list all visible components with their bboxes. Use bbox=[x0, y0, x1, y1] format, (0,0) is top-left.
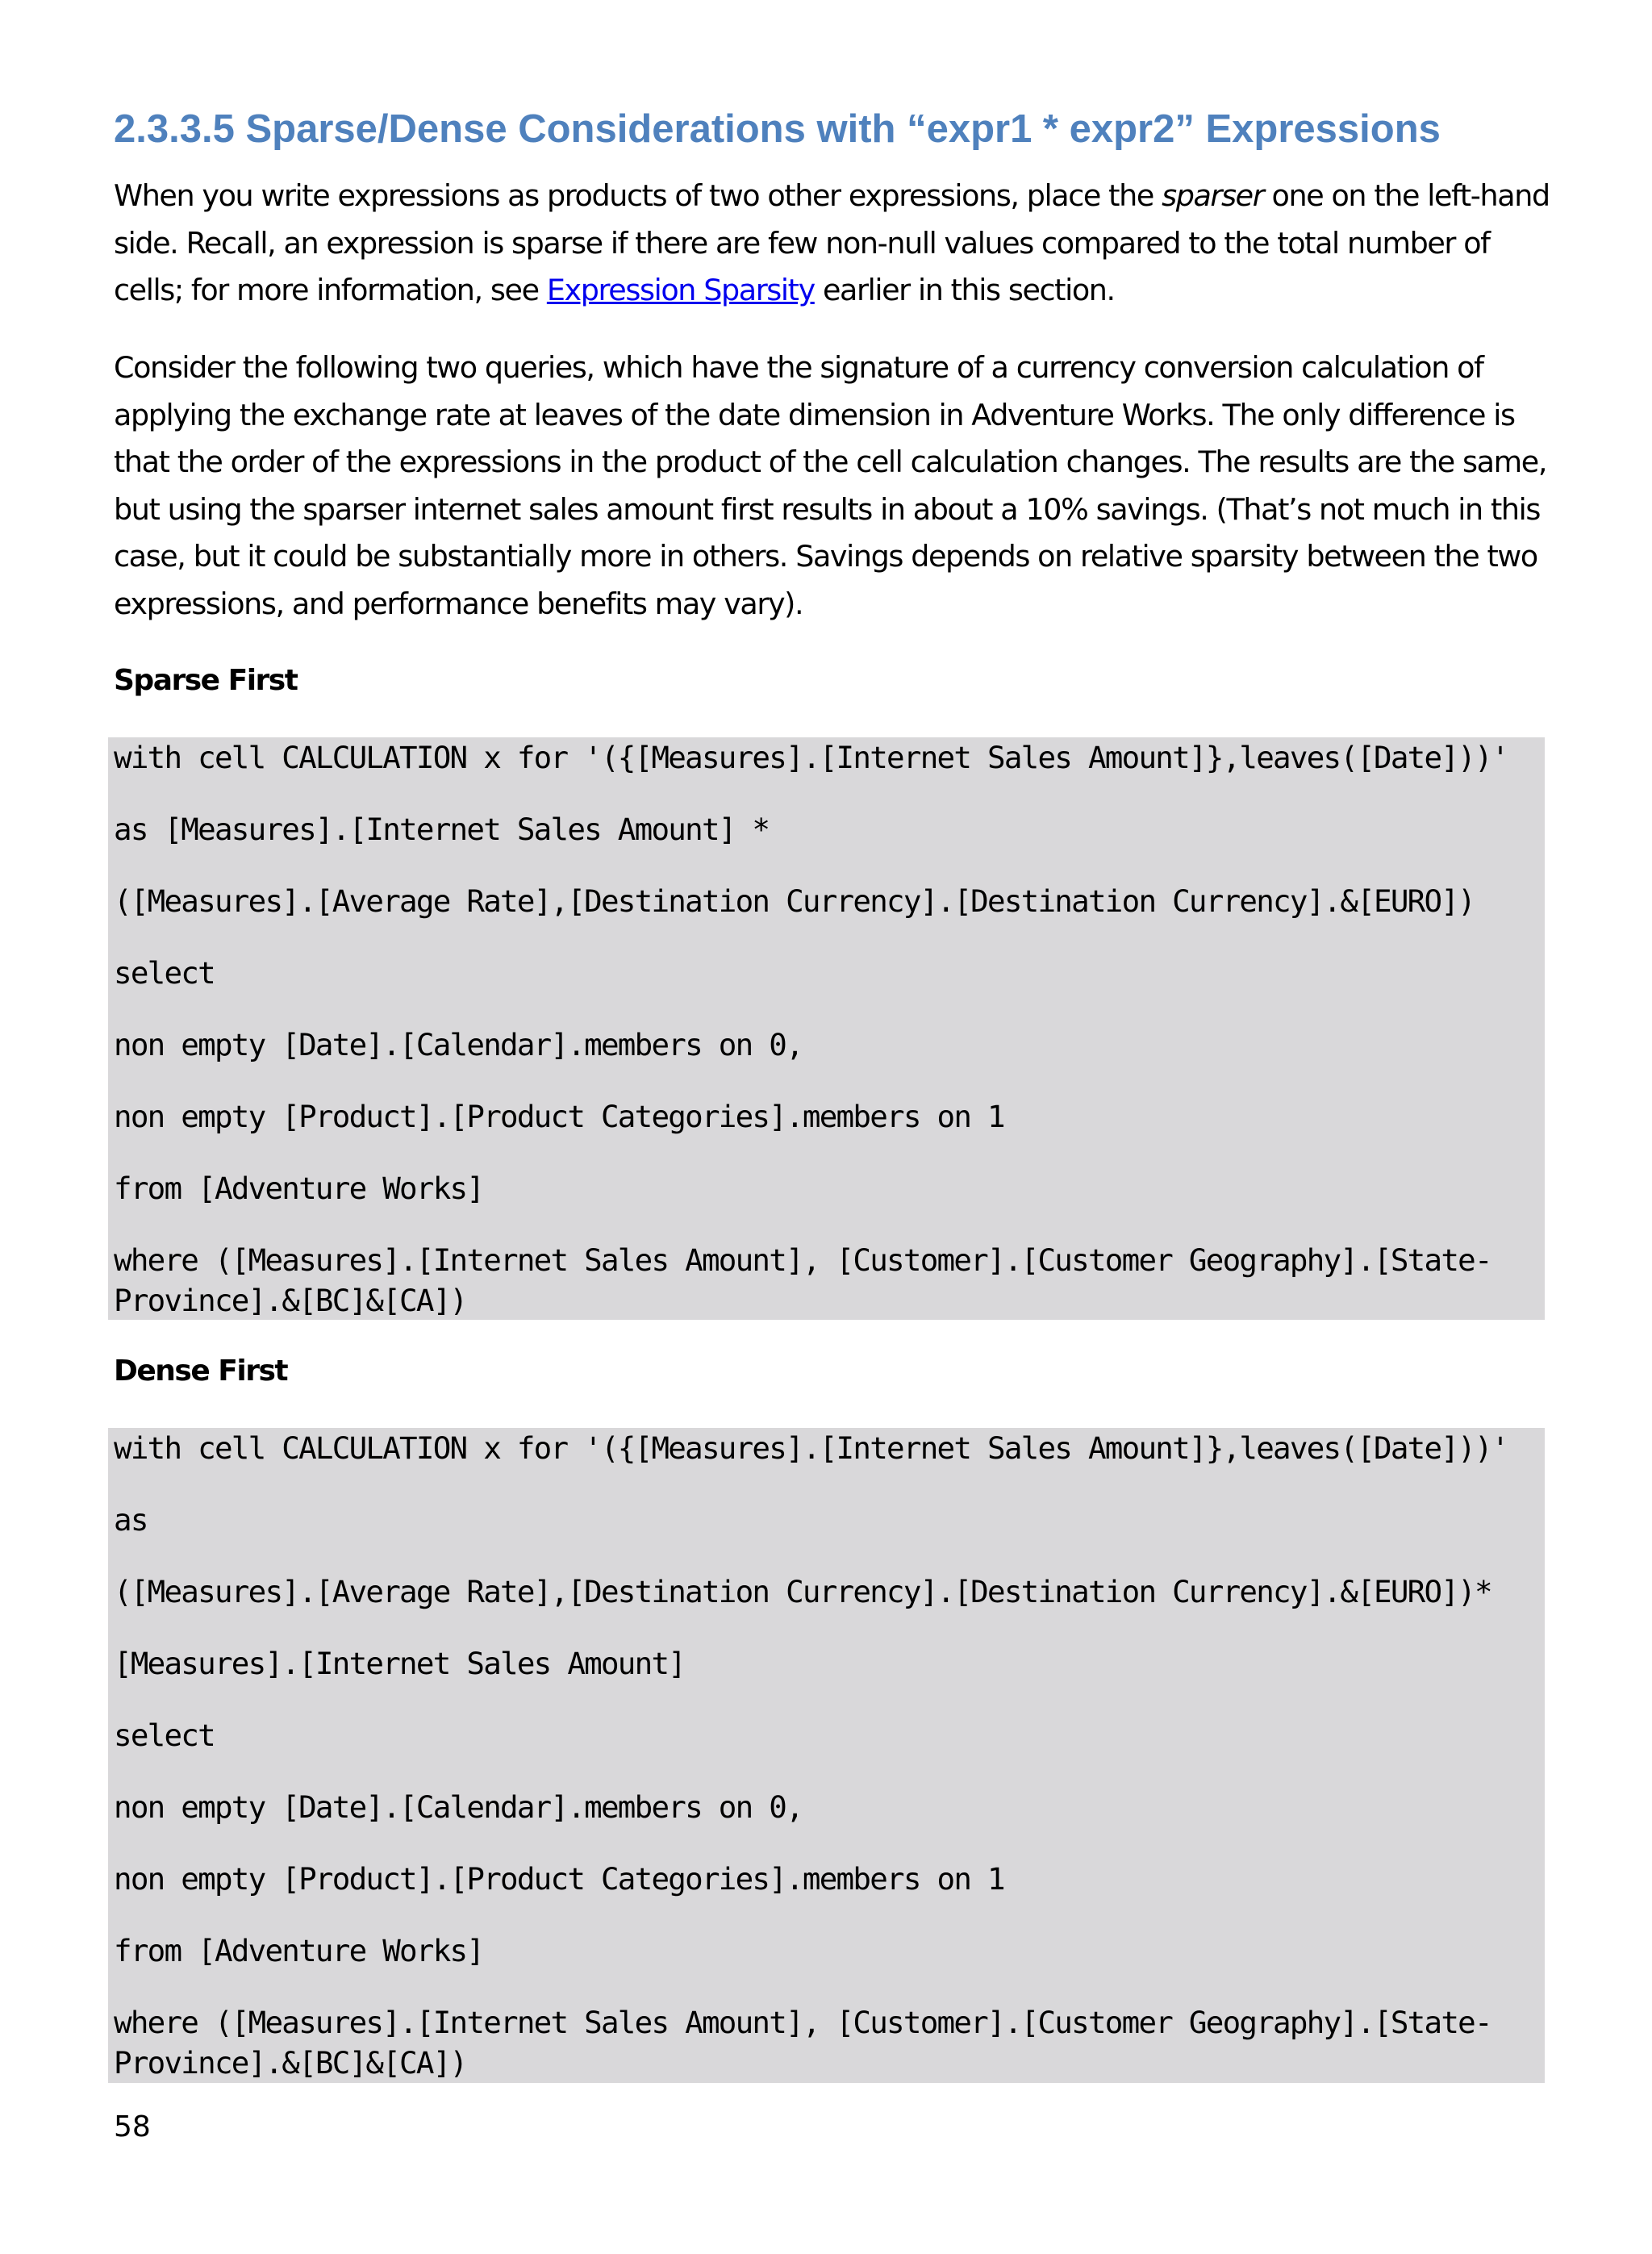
section-heading: 2.3.3.5 Sparse/Dense Considerations with “expr1 * expr2” Expressions bbox=[114, 107, 1441, 151]
code-line: where ([Measures].[Internet Sales Amount], [Customer].[Customer Geography].[State- bbox=[114, 2005, 1491, 2040]
code-line: where ([Measures].[Internet Sales Amount], [Customer].[Customer Geography].[State- bbox=[114, 1242, 1491, 1278]
code-line: ([Measures].[Average Rate],[Destination Currency].[Destination Currency].&[EURO]) bbox=[114, 883, 1475, 919]
sparse-first-label: Sparse First bbox=[114, 664, 298, 697]
dense-first-code-block bbox=[108, 1428, 1545, 2083]
code-line: non empty [Product].[Product Categories].members on 1 bbox=[114, 1099, 1004, 1134]
intro-text-start: When you write expressions as products of two other expressions, place the bbox=[114, 178, 1162, 213]
intro-paragraph bbox=[114, 173, 1550, 315]
code-line: with cell CALCULATION x for '({[Measures].[Internet Sales Amount]},leaves([Date]))' bbox=[114, 1430, 1508, 1466]
code-line: non empty [Date].[Calendar].members on 0, bbox=[114, 1789, 803, 1825]
code-line: from [Adventure Works] bbox=[114, 1171, 484, 1206]
comparison-paragraph: Consider the following two queries, which have the signature of a currency conversion calculation of applying the exchange rate at leaves of the date dimension in Adventure Works. The only difference is that the order of the expressions in the product of the cell calculation changes. The results are the same, but using the sparser internet sales amount first results in about a 10% savings. (That’s not much in this case, but it could be substantially more in others. Savings depends on relative sparsity between the two expressions, and performance benefits may vary). bbox=[114, 350, 1547, 621]
code-line: non empty [Product].[Product Categories].members on 1 bbox=[114, 1861, 1004, 1897]
code-line: select bbox=[114, 1718, 215, 1753]
intro-text-end: earlier in this section. bbox=[814, 273, 1115, 307]
intro-text-middle: one on the left-hand side. Recall, an expression is sparse if there are few non-null values compared to the total number of cells; for more information, see bbox=[114, 178, 1550, 307]
code-line: non empty [Date].[Calendar].members on 0, bbox=[114, 1027, 803, 1062]
code-line: select bbox=[114, 955, 215, 991]
code-line-continuation: Province].&[BC]&[CA]) bbox=[114, 2045, 467, 2081]
code-line: ([Measures].[Average Rate],[Destination Currency].[Destination Currency].&[EURO])* bbox=[114, 1574, 1491, 1609]
code-line: as [Measures].[Internet Sales Amount] * bbox=[114, 812, 770, 847]
code-line: from [Adventure Works] bbox=[114, 1933, 484, 1968]
code-line: [Measures].[Internet Sales Amount] bbox=[114, 1646, 686, 1681]
code-line-continuation: Province].&[BC]&[CA]) bbox=[114, 1283, 467, 1318]
code-line: as bbox=[114, 1502, 148, 1538]
dense-first-label: Dense First bbox=[114, 1354, 288, 1388]
code-line: with cell CALCULATION x for '({[Measures].[Internet Sales Amount]},leaves([Date]))' bbox=[114, 740, 1508, 775]
expression-sparsity-link[interactable]: Expression Sparsity bbox=[546, 273, 815, 307]
emphasis-sparser: sparser bbox=[1162, 178, 1264, 213]
page-number: 58 bbox=[114, 2110, 151, 2143]
sparse-first-code-block bbox=[108, 737, 1545, 1320]
